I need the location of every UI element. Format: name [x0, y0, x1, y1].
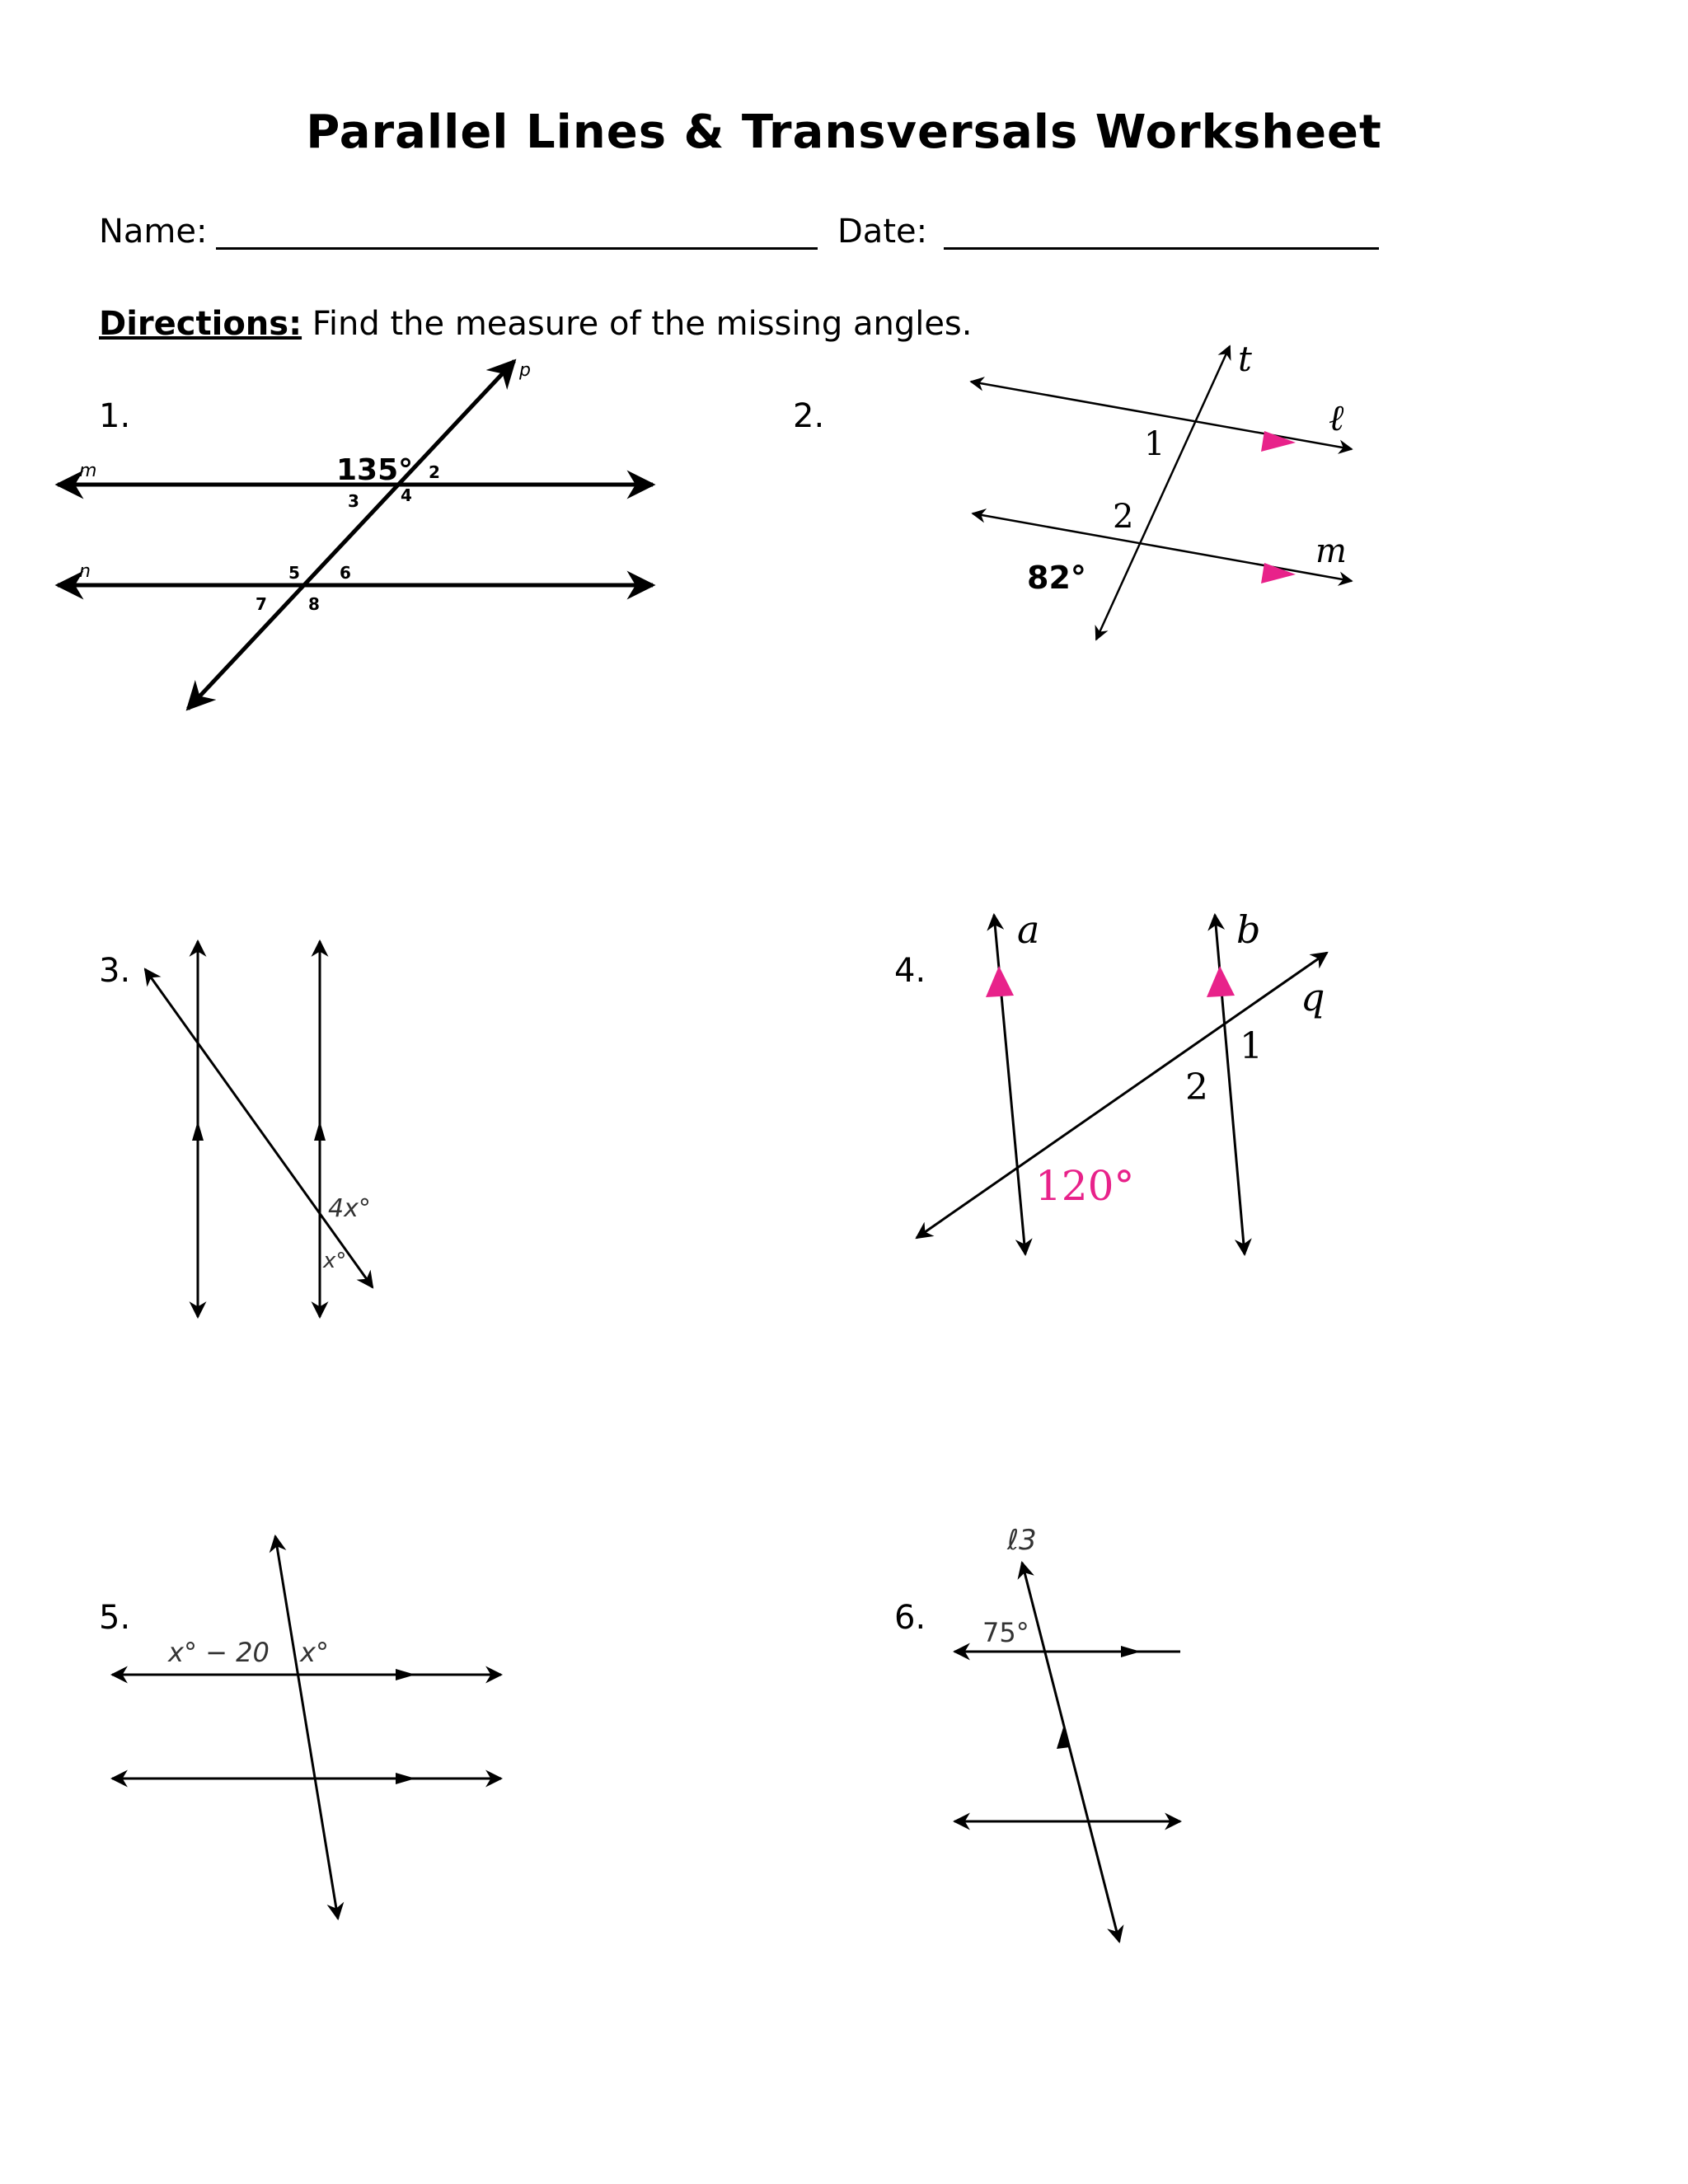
fig1-angle-3: 3 — [348, 491, 359, 511]
transversal — [145, 969, 373, 1287]
fig4-angle-1: 1 — [1240, 1025, 1263, 1067]
fig1-given-angle: 135° — [336, 453, 414, 487]
problem-3-number: 3. — [99, 952, 131, 990]
date-label: Date: — [837, 213, 928, 251]
worksheet-title: Parallel Lines & Transversals Worksheet — [306, 105, 1382, 159]
fig4-label-a: a — [1017, 907, 1040, 952]
figure-1 — [58, 361, 653, 709]
fig1-angle-8: 8 — [308, 594, 320, 614]
fig2-angle-2: 2 — [1113, 498, 1134, 536]
fig4-angle-2: 2 — [1185, 1066, 1208, 1108]
name-label: Name: — [99, 213, 208, 251]
problem-5-number: 5. — [99, 1599, 131, 1637]
fig2-label-l: ℓ — [1329, 397, 1344, 439]
fig1-angle-6: 6 — [340, 563, 351, 583]
fig6-parallel-markers — [1057, 1646, 1141, 1749]
fig3-parallel-markers — [192, 1121, 326, 1141]
fig2-given-angle: 82° — [1027, 560, 1086, 596]
fig1-label-p: p — [519, 360, 531, 381]
transversal-l3 — [1022, 1563, 1119, 1942]
fig1-label-n: n — [79, 561, 91, 582]
fig2-parallel-markers — [1261, 431, 1296, 583]
fig5-parallel-markers — [396, 1669, 415, 1784]
problem-1-number: 1. — [99, 397, 131, 435]
fig1-label-m: m — [79, 461, 97, 481]
fig4-label-q: q — [1301, 975, 1325, 1019]
fig1-angle-5: 5 — [288, 563, 300, 583]
fig2-label-m: m — [1315, 532, 1347, 570]
line-a — [994, 915, 1025, 1254]
transversal — [275, 1536, 338, 1919]
fig6-given-angle: 75° — [982, 1617, 1029, 1648]
fig3-angle-4x: 4x° — [328, 1194, 371, 1223]
fig4-parallel-markers — [986, 966, 1235, 997]
fig1-angle-4: 4 — [401, 485, 412, 505]
directions-text: Find the measure of the missing angles. — [312, 305, 973, 343]
transversal-t — [1096, 346, 1230, 640]
fig2-angle-1: 1 — [1144, 425, 1165, 463]
fig5-angle-x: x° — [300, 1637, 329, 1668]
line-b — [1215, 915, 1245, 1254]
fig4-label-b: b — [1236, 907, 1261, 952]
problem-2-number: 2. — [793, 397, 825, 435]
fig2-label-t: t — [1238, 339, 1252, 379]
transversal-p — [188, 361, 514, 709]
problem-4-number: 4. — [894, 952, 926, 990]
fig1-angle-7: 7 — [256, 594, 267, 614]
directions-label: Directions: — [99, 305, 302, 343]
fig1-angle-2: 2 — [429, 462, 440, 482]
problem-6-number: 6. — [894, 1599, 926, 1637]
fig5-angle-x-minus-20: x° − 20 — [168, 1637, 270, 1668]
fig3-angle-x: x° — [323, 1249, 347, 1273]
fig4-given-angle: 120° — [1035, 1162, 1135, 1210]
figure-5 — [112, 1536, 501, 1919]
fig6-label-l3: ℓ3 — [1007, 1524, 1037, 1557]
